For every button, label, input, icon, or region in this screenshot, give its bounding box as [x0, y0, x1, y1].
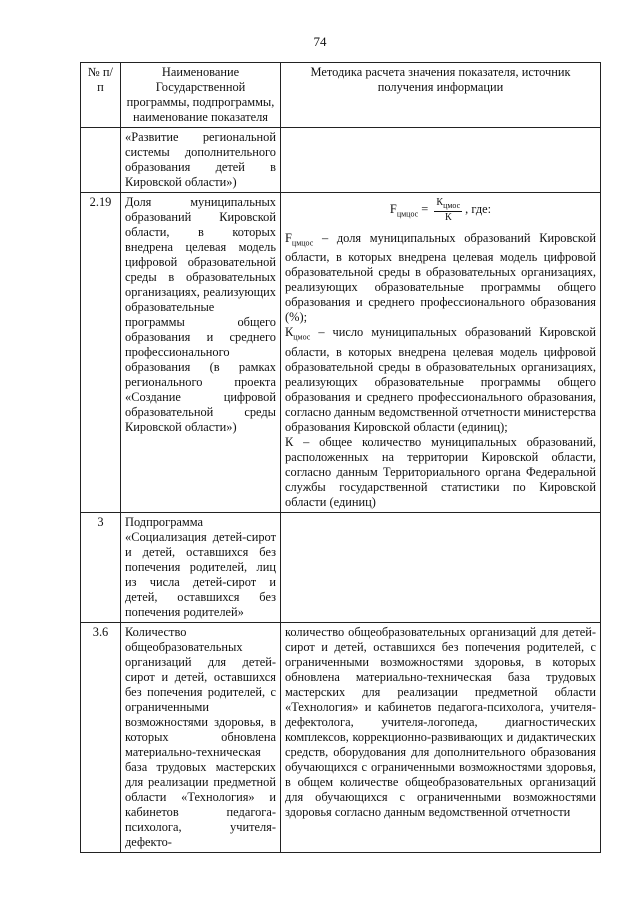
def1-text: – доля муниципальных образований Кировской области, в которых внедрена целевая модель цифровой образовательной среды в образовательных организациях, реализующих образовательные программы общего образования и среднего профессионального образования (%);	[285, 231, 596, 325]
definition-2	[285, 325, 596, 434]
def1-sub: цмцос	[291, 238, 314, 248]
table-header-row	[81, 63, 601, 128]
def1-symbol: F	[285, 231, 292, 245]
definition-1	[285, 231, 596, 325]
table-row	[81, 622, 601, 852]
row-num: 3	[81, 512, 121, 622]
formula-numerator-sub: цмос	[443, 201, 461, 210]
formula: $F_{цмцос}$ = $\frac{К_{цмос}}{К}$ , где:	[389, 197, 492, 223]
def2-symbol: К	[285, 325, 294, 340]
row-method: количество общеобразовательных организаций для детей-сирот и детей, оставшихся без попечения родителей, с ограниченными возможностями здоровья, в которых обновлена материально-техническая база трудовых мастерских для реализации предметной области «Технология» и кабинетов педагога-психолога, учителя-дефектолога, учителя-логопеда, диагностических комплексов, коррекционно-развивающих и дидактических средств, оборудования для дополнительного образования обучающихся с ограниченными возможностями здоровья, в общем количестве общеобразовательных организаций для обучающихся с ограниченными возможностями здоровья согласно данным ведомственной отчетности	[281, 622, 601, 852]
formula-fraction	[434, 197, 462, 223]
formula-lhs-sub: цмцос	[396, 209, 419, 219]
row-num: 3.6	[81, 622, 121, 852]
def2-text: – число муниципальных образований Кировской области, в которых внедрена целевая модель цифровой образовательной среды в образовательных организациях, реализующих образовательные программы общего образования и среднего профессионального образования, согласно данным ведомственной отчетности министерства образования Кировской области (единиц);	[285, 325, 596, 434]
def2-sub: цмос	[293, 332, 311, 342]
row-method	[281, 128, 601, 193]
row-name: «Развитие региональной системы дополнительного образования детей в Кировской области»)	[121, 128, 281, 193]
row-method	[281, 193, 601, 513]
row-name: Подпрограмма «Социализация детей-сирот и детей, оставшихся без попечения родителей, лиц из числа детей-сирот и детей, оставшихся без попечения родителей»	[121, 512, 281, 622]
header-name: Наименование Государственной программы, подпрограммы, наименование показателя	[121, 63, 281, 128]
header-method: Методика расчета значения показателя, источник получения информации	[281, 63, 601, 128]
row-method	[281, 512, 601, 622]
table-row	[81, 128, 601, 193]
row-name: Доля муниципальных образований Кировской области, в которых внедрена целевая модель цифровой образовательной среды в образовательных организациях, реализующих образовательные программы общего образования и среднего профессионального образования (в рамках регионального проекта «Создание цифровой образовательной среды Кировской области»)	[121, 193, 281, 513]
header-num: № п/п	[81, 63, 121, 128]
indicator-table	[80, 62, 601, 853]
formula-numerator: К	[436, 197, 444, 208]
row-num	[81, 128, 121, 193]
formula-tail: , где:	[465, 201, 492, 216]
row-name: Количество общеобразовательных организаций для детей-сирот и детей, оставшихся без попечения родителей, с ограниченными возможностями здоровья, в которых обновлена материально-техническая база трудовых мастерских для реализации предметной области «Технология» и кабинетов педагога-психолога, учителя-дефекто-	[121, 622, 281, 852]
definition-3: К – общее количество муниципальных образований, расположенных на территории Кировской области, согласно данным Территориального органа Федеральной службы государственной статистики по Кировской области (единиц)	[285, 434, 596, 509]
table-row	[81, 193, 601, 513]
formula-lhs: F	[389, 201, 397, 216]
table-row	[81, 512, 601, 622]
row-num: 2.19	[81, 193, 121, 513]
page-number: 74	[313, 34, 327, 49]
formula-denominator: К	[444, 212, 452, 223]
